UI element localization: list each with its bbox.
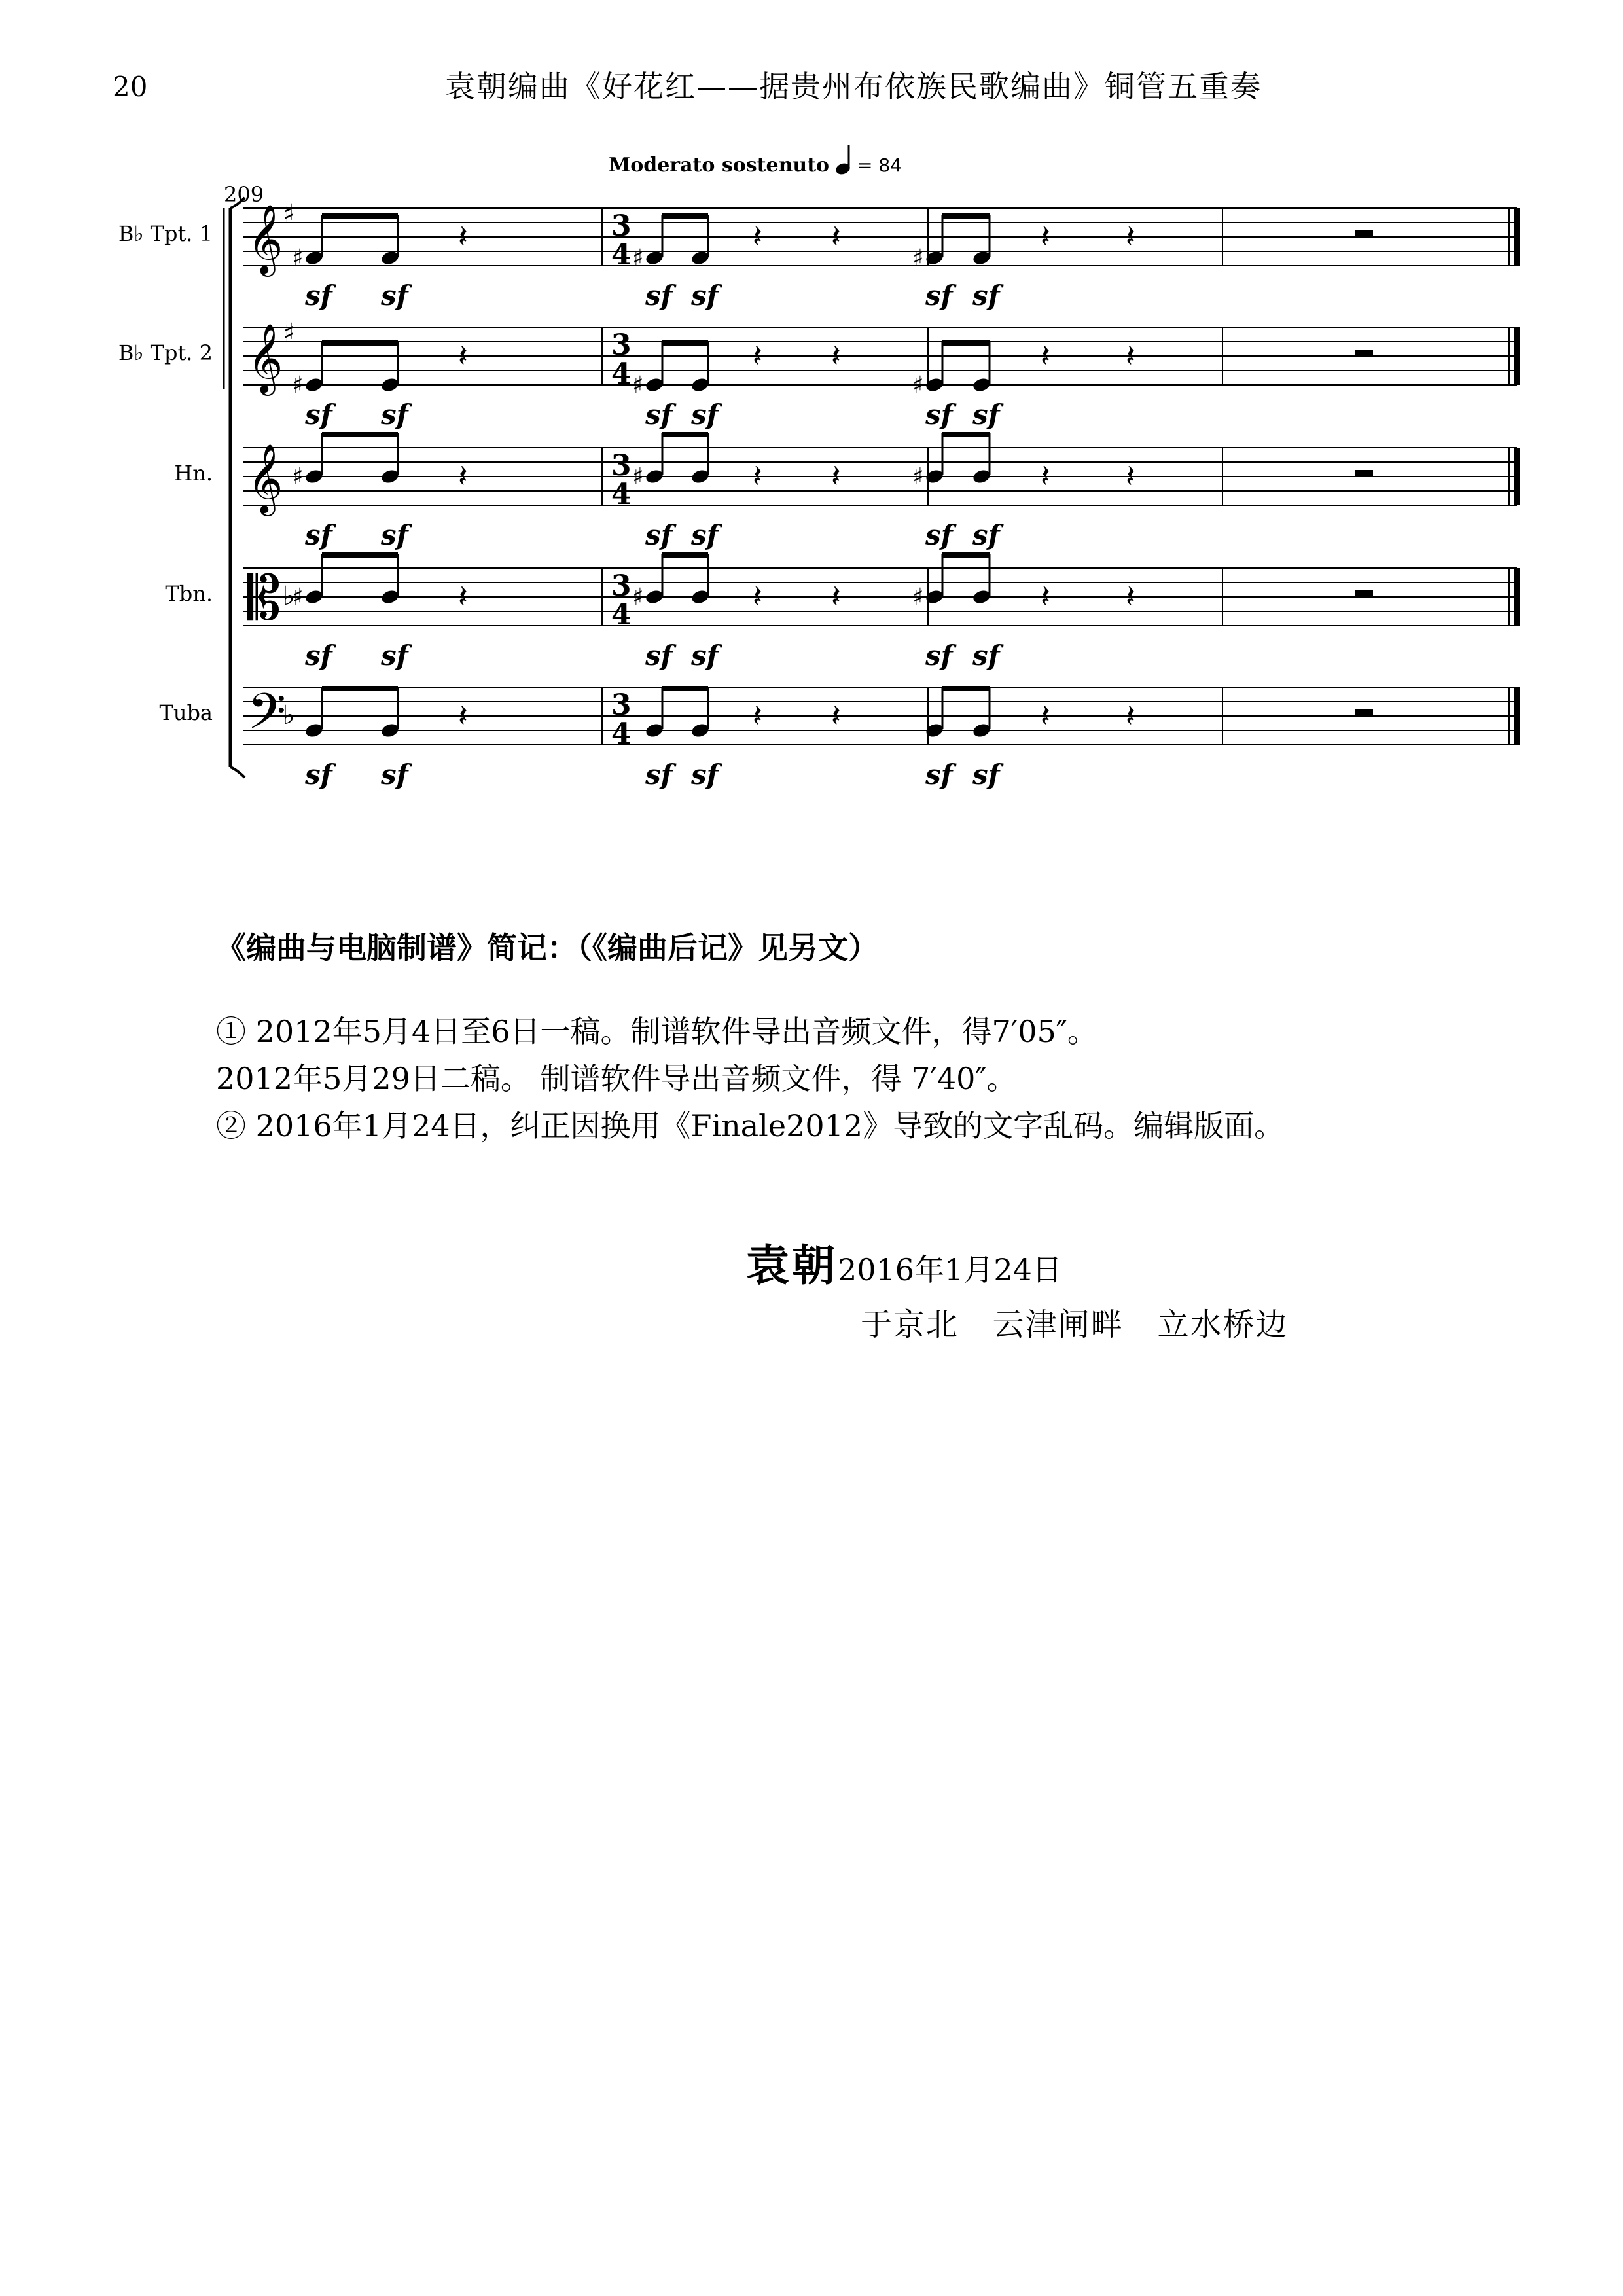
time-signature-top: 3 [611,689,632,722]
quarter-rest-icon: 𝄽 [458,698,468,734]
quarter-rest-icon: 𝄽 [1126,219,1135,255]
treble-clef-icon: 𝄞 [247,323,283,393]
note-line-1: ① 2012年5月4日至6日一稿。制谱软件导出音频文件，得7′05″。 [216,1014,1097,1049]
beamed-eighth-pair [645,687,711,739]
sharp-accidental-icon: ♯ [632,584,644,611]
whole-rest-icon [1355,470,1373,476]
quarter-rest-icon: 𝄽 [831,458,841,495]
dynamic-marking: sf [305,279,332,312]
score-system [0,0,1623,851]
staff-5 [159,683,1517,791]
bass-clef-icon: 𝄢 [247,683,287,753]
dynamic-marking: sf [381,399,408,431]
beamed-eighth-pair [925,687,992,739]
quarter-rest-icon: 𝄽 [1126,458,1135,495]
sharp-accidental-icon: ♯ [912,372,924,399]
quarter-rest-icon: 𝄽 [753,579,762,615]
quarter-rest-icon: 𝄽 [753,219,762,255]
quarter-rest-icon: 𝄽 [458,338,468,374]
instrument-label: Hn. [174,461,213,486]
dynamic-marking: sf [381,759,408,791]
sharp-accidental-icon: ♯ [912,245,924,272]
dynamic-marking: sf [381,519,408,551]
time-signature-top: 3 [611,449,632,482]
staff-4 [165,554,1517,672]
quarter-rest-icon: 𝄽 [1126,579,1135,615]
dynamic-marking: sf [925,519,953,551]
quarter-rest-icon: 𝄽 [753,338,762,374]
dynamic-marking: sf [691,519,719,551]
dynamic-marking: sf [305,399,332,431]
whole-rest-icon [1355,709,1373,716]
sharp-accidental-icon: ♯ [632,372,644,399]
quarter-rest-icon: 𝄽 [753,458,762,495]
key-signature: ♭ [283,581,295,611]
sharp-accidental-icon: ♯ [912,584,924,611]
dynamic-marking: sf [972,399,1000,431]
quarter-rest-icon: 𝄽 [458,219,468,255]
key-signature: ♯ [283,199,296,229]
sharp-accidental-icon: ♯ [292,463,304,490]
dynamic-marking: sf [925,399,953,431]
time-signature-bottom: 4 [611,478,632,511]
quarter-rest-icon: 𝄽 [458,458,468,495]
time-signature-bottom: 4 [611,717,632,751]
beamed-eighth-pair [632,215,710,272]
instrument-label: B♭ Tpt. 1 [118,221,213,246]
key-signature: ♭ [283,700,295,730]
dynamic-marking: sf [645,279,673,312]
tempo-value: = 84 [857,154,902,176]
quarter-rest-icon: 𝄽 [1041,579,1050,615]
staff-1 [118,199,1517,312]
signature-name: 袁朝 [746,1240,838,1291]
dynamic-marking: sf [305,759,332,791]
quarter-rest-icon: 𝄽 [1041,219,1050,255]
staff-3 [174,433,1517,551]
dynamic-marking: sf [925,759,953,791]
whole-rest-icon [1355,230,1373,237]
page-header-title: 袁朝编曲《好花红——据贵州布依族民歌编曲》铜管五重奏 [445,69,1262,104]
instrument-label: B♭ Tpt. 2 [118,340,213,365]
instrument-label: Tbn. [165,581,213,606]
measure-number: 209 [224,182,264,207]
quarter-rest-icon: 𝄽 [831,579,841,615]
sharp-accidental-icon: ♯ [912,463,924,490]
beamed-eighth-pair [292,215,400,272]
sharp-accidental-icon: ♯ [292,372,304,399]
dynamic-marking: sf [691,279,719,312]
alto-clef-icon: 𝄡 [247,564,281,634]
quarter-rest-icon: 𝄽 [1126,338,1135,374]
instrument-label: Tuba [159,700,213,725]
note-line-2: 2012年5月29日二稿。 制谱软件导出音频文件，得 7′40″。 [216,1061,1017,1096]
sharp-accidental-icon: ♯ [292,584,304,611]
signature-place: 于京北 云津闸畔 立水桥边 [861,1306,1289,1343]
whole-rest-icon [1355,350,1373,356]
beamed-eighth-pair [912,215,991,272]
dynamic-marking: sf [645,759,673,791]
quarter-rest-icon: 𝄽 [1041,338,1050,374]
quarter-rest-icon: 𝄽 [753,698,762,734]
dynamic-marking: sf [972,279,1000,312]
quarter-rest-icon: 𝄽 [1041,698,1050,734]
dynamic-marking: sf [305,519,332,551]
key-signature: ♯ [283,318,296,348]
dynamic-marking: sf [972,639,1000,672]
signature-date: 2016年1月24日 [838,1252,1062,1287]
whole-rest-icon [1355,590,1373,597]
quarter-rest-icon: 𝄽 [831,338,841,374]
dynamic-marking: sf [381,279,408,312]
dynamic-marking: sf [645,519,673,551]
dynamic-marking: sf [925,639,953,672]
system-bracket [224,198,245,778]
dynamic-marking: sf [381,639,408,672]
quarter-rest-icon: 𝄽 [458,579,468,615]
time-signature-bottom: 4 [611,238,632,272]
quarter-rest-icon: 𝄽 [831,219,841,255]
signature-block [746,1230,1062,1293]
quarter-rest-icon: 𝄽 [1126,698,1135,734]
quarter-note-icon [834,145,851,176]
time-signature-bottom: 4 [611,598,632,632]
dynamic-marking: sf [972,759,1000,791]
dynamic-marking: sf [691,399,719,431]
dynamic-marking: sf [972,519,1000,551]
tempo-marking: Moderato sostenuto [609,154,830,177]
sharp-accidental-icon: ♯ [292,245,304,272]
time-signature-top: 3 [611,209,632,243]
time-signature-bottom: 4 [611,357,632,391]
quarter-rest-icon: 𝄽 [1041,458,1050,495]
page-number: 20 [113,71,148,103]
sharp-accidental-icon: ♯ [632,245,644,272]
dynamic-marking: sf [305,639,332,672]
notes-title: 《编曲与电脑制谱》简记：（《编曲后记》见另文） [216,930,878,965]
time-signature-top: 3 [611,329,632,362]
time-signature-top: 3 [611,569,632,603]
note-line-3: ② 2016年1月24日，纠正因换用《Finale2012》导致的文字乱码。编辑版面。 [216,1108,1285,1143]
dynamic-marking: sf [691,639,719,672]
dynamic-marking: sf [645,399,673,431]
beamed-eighth-pair [304,687,401,739]
quarter-rest-icon: 𝄽 [831,698,841,734]
dynamic-marking: sf [691,759,719,791]
treble-clef-icon: 𝄞 [247,443,283,513]
sharp-accidental-icon: ♯ [632,463,644,490]
treble-clef-icon: 𝄞 [247,204,283,274]
dynamic-marking: sf [645,639,673,672]
dynamic-marking: sf [925,279,953,312]
staff-2 [118,318,1517,431]
